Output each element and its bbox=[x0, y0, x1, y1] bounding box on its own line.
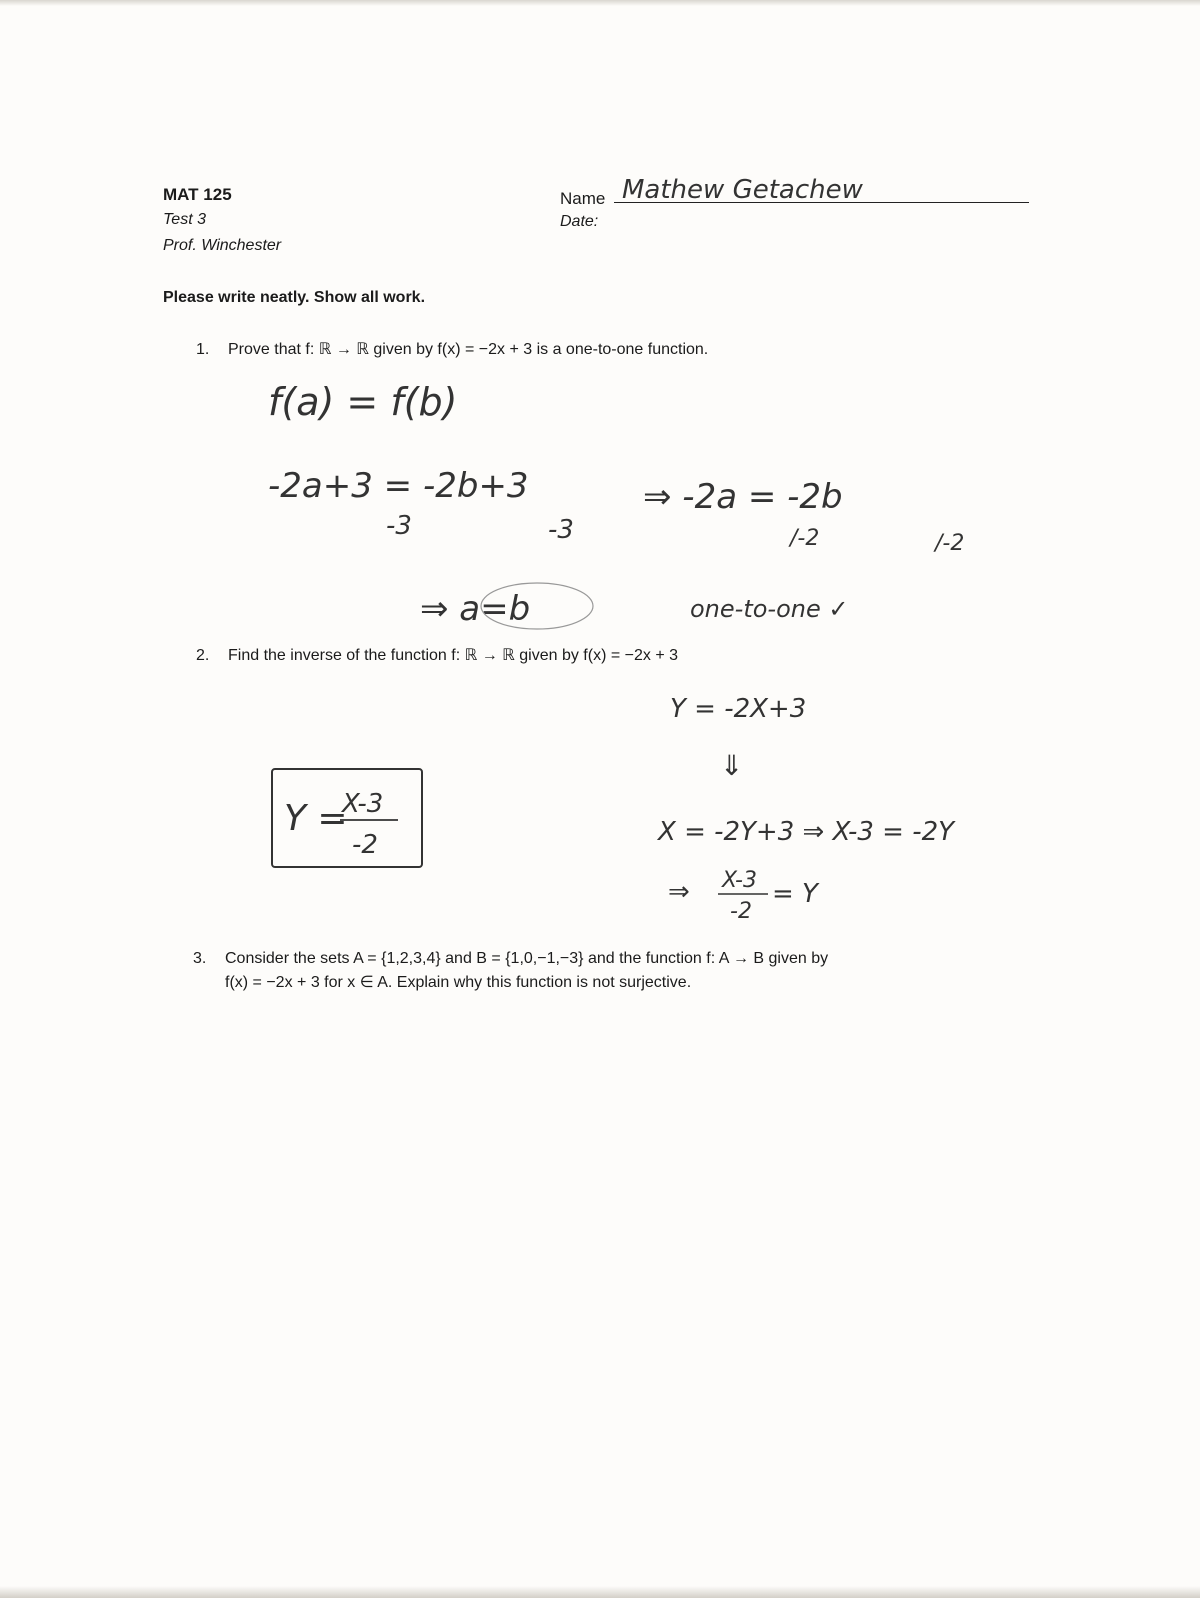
student-signature: Mathew Getachew bbox=[622, 175, 863, 205]
q2-step-2: X = -2Y+3 ⇒ X-3 = -2Y bbox=[658, 817, 955, 847]
course-code: MAT 125 bbox=[163, 185, 232, 204]
scan-edge-bottom bbox=[0, 1586, 1200, 1598]
q2-answer-numerator: X-3 bbox=[342, 789, 384, 819]
q2-swap-arrow: ⇓ bbox=[720, 749, 744, 782]
q1-line-1: f(a) = f(b) bbox=[268, 380, 458, 424]
q1-subtract-right: -3 bbox=[548, 515, 574, 545]
q2-answer-lhs: Y = bbox=[284, 798, 348, 839]
q2-step-1: Y = -2X+3 bbox=[670, 694, 807, 724]
q2-answer-denominator: -2 bbox=[352, 830, 378, 860]
question-text-line-2: f(x) = −2x + 3 for x ∈ A. Explain why this function is not surjective. bbox=[225, 974, 692, 991]
question-number: 1. bbox=[196, 341, 210, 358]
q1-implies-line: ⇒ -2a = -2b bbox=[643, 477, 843, 517]
instructions: Please write neatly. Show all work. bbox=[163, 289, 426, 306]
q1-conclusion: one-to-one ✓ bbox=[690, 595, 849, 623]
question-text: Find the inverse of the function f: ℝ → ℝ given by f(x) = −2x + 3 bbox=[228, 647, 679, 664]
q1-subtract-left: -3 bbox=[386, 511, 412, 541]
name-label: Name bbox=[560, 189, 606, 208]
q2-step-3-numerator: X-3 bbox=[722, 868, 757, 893]
q1-divide-left: /-2 bbox=[790, 526, 820, 551]
question-number: 2. bbox=[196, 647, 210, 664]
q1-result: ⇒ a=b bbox=[420, 589, 531, 629]
question-text-line-1: Consider the sets A = {1,2,3,4} and B = {1,0,−1,−3} and the function f: A → B given by bbox=[225, 950, 829, 967]
q2-step-3-prefix: ⇒ bbox=[668, 877, 690, 907]
q2-step-3-denominator: -2 bbox=[730, 899, 752, 924]
test-title: Test 3 bbox=[163, 211, 206, 228]
question-text: Prove that f: ℝ → ℝ given by f(x) = −2x + 3 is a one-to-one function. bbox=[228, 341, 709, 358]
date-label: Date: bbox=[560, 213, 599, 230]
question-number: 3. bbox=[193, 950, 207, 967]
professor-name: Prof. Winchester bbox=[163, 237, 282, 254]
q1-line-2: -2a+3 = -2b+3 bbox=[268, 466, 529, 506]
q2-step-3-suffix: = Y bbox=[772, 879, 818, 909]
q1-divide-right: /-2 bbox=[935, 531, 965, 556]
